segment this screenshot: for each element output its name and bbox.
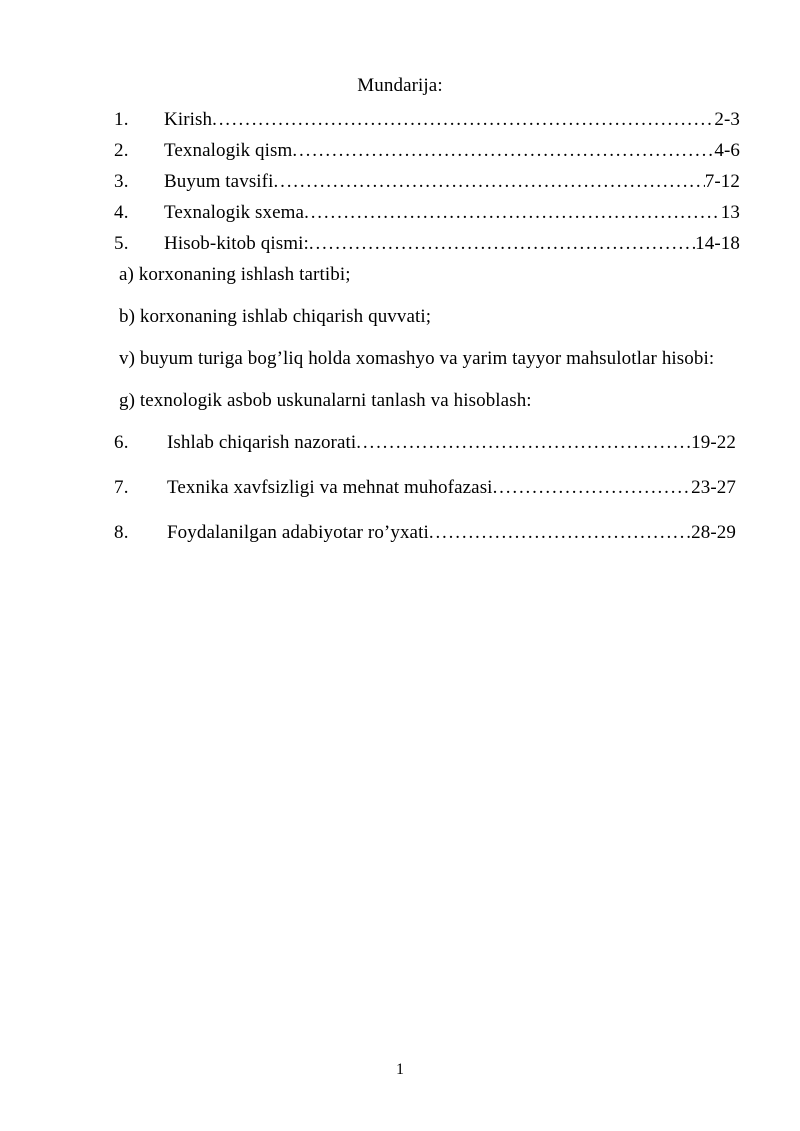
toc-entry-label: Hisob-kitob qismi: — [164, 233, 309, 254]
toc-entry — [0, 170, 800, 201]
dot-leader — [292, 139, 714, 158]
toc-entry-label: Texnalogik sxema — [164, 202, 305, 223]
page-title: Mundarija: — [357, 75, 443, 96]
dot-leader — [274, 170, 705, 189]
toc-entry — [0, 139, 800, 170]
dot-leader — [493, 476, 692, 495]
toc-entry — [0, 521, 800, 566]
dot-leader — [309, 232, 695, 251]
toc-entry-number: 3. — [114, 171, 129, 192]
toc-entry-number: 5. — [114, 233, 129, 254]
dot-leader — [356, 431, 691, 450]
toc-entry-number: 6. — [114, 432, 129, 453]
toc-subentry: v) buyum turiga bog’liq holda xomashyo va yarim tayyor mahsulotlar hisobi: — [119, 348, 715, 369]
toc-entry-pages: 2-3 — [714, 109, 740, 130]
toc-entry — [0, 201, 800, 232]
dot-leader — [429, 521, 691, 540]
toc-entry-pages: 19-22 — [691, 432, 736, 453]
dot-leader — [212, 108, 714, 127]
toc-entry-pages: 7-12 — [704, 171, 740, 192]
dot-leader — [304, 201, 721, 220]
toc-entry-pages: 4-6 — [714, 140, 740, 161]
toc-entry-pages: 13 — [720, 202, 740, 223]
toc-subentry: g) texnologik asbob uskunalarni tanlash va hisoblash: — [119, 390, 532, 411]
toc-entry-label: Ishlab chiqarish nazorati — [167, 432, 357, 453]
toc-entry-pages: 23-27 — [691, 477, 736, 498]
toc-entry-label: Kirish — [164, 109, 213, 130]
toc-entry-pages: 28-29 — [691, 522, 736, 543]
toc-entry — [0, 232, 800, 263]
toc-entry-label: Foydalanilgan adabiyotar ro’yxati — [167, 522, 429, 543]
toc-subentry: b) korxonaning ishlab chiqarish quvvati; — [119, 306, 432, 327]
toc-subentry: a) korxonaning ishlash tartibi; — [119, 264, 351, 285]
toc-entry-pages: 14-18 — [695, 233, 740, 254]
toc-entry-label: Texnalogik qism — [164, 140, 293, 161]
toc-entry — [0, 431, 800, 476]
toc-entry-label: Buyum tavsifi — [164, 171, 274, 192]
table-of-contents — [0, 108, 800, 566]
toc-entry-number: 4. — [114, 202, 129, 223]
toc-entry — [0, 108, 800, 139]
toc-entry-number: 1. — [114, 109, 129, 130]
toc-entry-number: 8. — [114, 522, 129, 543]
toc-entry — [0, 476, 800, 521]
toc-entry-number: 7. — [114, 477, 129, 498]
page-number: 1 — [396, 1061, 404, 1078]
toc-entry-number: 2. — [114, 140, 129, 161]
toc-entry-label: Texnika xavfsizligi va mehnat muhofazasi — [167, 477, 493, 498]
